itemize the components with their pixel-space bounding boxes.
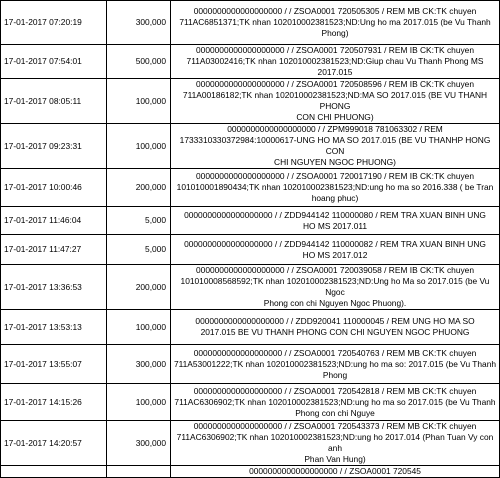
transaction-row <box>1 466 500 478</box>
transaction-row <box>1 384 500 421</box>
transaction-description <box>171 384 500 421</box>
transaction-row <box>1 45 500 79</box>
transaction-date <box>1 466 107 478</box>
description-line: 101010008568592;TK nhan 102010002381523;ND:Ung ho Ma so 2017.015 (be Vu Ngoc <box>180 276 490 297</box>
transaction-table-body <box>1 1 500 478</box>
transaction-amount: 300,000 <box>107 1 171 45</box>
description-line: 0000000000000000000 / / ZDD944142 110000082 / REM TRA XUAN BINH UNG <box>184 238 486 249</box>
description-line: 711A53001222;TK nhan 102010002381523;ND:ung ho ma so: 2017.015 (be Vu Thanh <box>173 358 497 369</box>
description-line: HO MS 2017.011 <box>302 220 368 231</box>
description-line: 1733310330372984:10000617-UNG HO MA SO 2017.015 (BE VU THANHP HONG CON <box>179 135 491 156</box>
description-line: HO MS 2017.012 <box>302 249 368 260</box>
description-line: 2017.015 BE VU THANH PHONG CON CHI NGUYEN NGOC PHUONG <box>200 327 470 337</box>
transaction-description <box>171 45 500 79</box>
transaction-row <box>1 265 500 310</box>
transaction-row <box>1 345 500 384</box>
transaction-row <box>1 124 500 169</box>
transaction-row <box>1 207 500 235</box>
description-line: 0000000000000000000 / / ZSOA0001 720507931 / REM IB CK:TK chuyen <box>196 45 474 55</box>
transaction-amount: 5,000 <box>107 235 171 265</box>
transaction-description <box>171 466 500 478</box>
transaction-date: 17-01-2017 07:54:01 <box>1 45 107 79</box>
transaction-description <box>171 1 500 45</box>
description-line: 0000000000000000000 / / ZSOA0001 720543373 / REM MB CK:TK chuyen <box>193 421 477 431</box>
description-line: 0000000000000000000 / / ZDD920041 110000045 / REM UNG HO MA SO <box>195 316 475 326</box>
transaction-row <box>1 310 500 345</box>
description-line: Phong <box>322 369 348 380</box>
transaction-date: 17-01-2017 13:53:13 <box>1 310 107 345</box>
transaction-date: 17-01-2017 08:05:11 <box>1 79 107 124</box>
description-line: CHI NGUYEN NGOC PHUONG) <box>274 157 396 167</box>
transaction-description <box>171 345 500 384</box>
transaction-amount: 100,000 <box>107 79 171 124</box>
transaction-description <box>171 169 500 207</box>
description-line: 101010001890434;TK nhan 102010002381523;ND:ung ho ma so 2016.338 ( be Tran <box>176 182 494 192</box>
description-line: Phong con chi Nguyen Ngoc Phuong). <box>263 298 407 308</box>
transaction-date: 17-01-2017 11:46:04 <box>1 207 107 235</box>
transaction-description <box>171 124 500 169</box>
transaction-amount: 5,000 <box>107 207 171 235</box>
transaction-description <box>171 235 500 265</box>
transaction-date: 17-01-2017 14:15:26 <box>1 384 107 421</box>
description-line: 711A00186182;TK nhan 102010002381523;ND:MA SO 2017.015 (BE VU THANH PHONG <box>182 90 488 111</box>
transaction-amount: 500,000 <box>107 45 171 79</box>
description-line: 0000000000000000000 / / ZSOA0001 720508596 / REM IB CK:TK chuyen <box>196 79 474 89</box>
transaction-amount: 100,000 <box>107 384 171 421</box>
transaction-description <box>171 79 500 124</box>
transaction-amount: 100,000 <box>107 124 171 169</box>
transaction-description <box>171 421 500 466</box>
description-line: Phan Van Hung) <box>304 454 366 464</box>
transaction-row <box>1 421 500 466</box>
description-line: 711AC6851371;TK nhan 102010002381523;ND:Ung ho ma 2017.015 (be Vu Thanh <box>179 17 491 27</box>
transaction-date: 17-01-2017 09:23:31 <box>1 124 107 169</box>
transaction-description <box>171 207 500 235</box>
description-line: 0000000000000000000 / / ZSOA0001 720540763 / REM MB CK:TK chuyen <box>193 347 477 358</box>
transaction-date: 17-01-2017 14:20:57 <box>1 421 107 466</box>
transaction-row <box>1 235 500 265</box>
transaction-amount <box>107 466 171 478</box>
transaction-amount: 100,000 <box>107 310 171 345</box>
description-line: 0000000000000000000 / / ZSOA0001 720545 <box>249 466 421 476</box>
description-line: 711AC6306902;TK nhan 102010002381523;ND:ung ho 2017.014 (Phan Tuan Vy con anh <box>176 432 494 453</box>
transaction-date: 17-01-2017 07:20:19 <box>1 1 107 45</box>
transaction-row <box>1 1 500 45</box>
transaction-amount: 200,000 <box>107 169 171 207</box>
description-line: hoang phuc) <box>311 193 359 203</box>
description-line: 0000000000000000000 / / ZDD944142 110000080 / REM TRA XUAN BINH UNG <box>184 209 486 220</box>
description-line: Phong) <box>321 28 349 38</box>
transaction-amount: 300,000 <box>107 421 171 466</box>
transaction-row <box>1 79 500 124</box>
description-line: 0000000000000000000 / / ZSOA0001 720505305 / REM MB CK:TK chuyen <box>193 6 477 16</box>
description-line: 0000000000000000000 / / ZSOA0001 720039058 / REM IB CK:TK chuyen <box>196 265 474 275</box>
description-line: 0000000000000000000 / / ZPM999018 781063302 / REM <box>227 124 443 134</box>
transaction-date: 17-01-2017 13:55:07 <box>1 345 107 384</box>
transaction-amount: 200,000 <box>107 265 171 310</box>
transaction-date: 17-01-2017 13:36:53 <box>1 265 107 310</box>
transaction-amount: 300,000 <box>107 345 171 384</box>
transaction-date: 17-01-2017 10:00:46 <box>1 169 107 207</box>
transaction-date: 17-01-2017 11:47:27 <box>1 235 107 265</box>
transaction-row <box>1 169 500 207</box>
transaction-description <box>171 310 500 345</box>
description-line: 711A03002416;TK nhan 102010002381523;ND:Giup chau Vu Thanh Phong MS 2017.015 <box>186 56 484 77</box>
description-line: Phong con chi Nguye <box>295 407 375 418</box>
description-line: 0000000000000000000 / / ZSOA0001 720542818 / REM MB CK:TK chuyen <box>193 385 477 396</box>
transaction-description <box>171 265 500 310</box>
description-line: 0000000000000000000 / / ZSOA0001 720017190 / REM IB CK:TK chuyen <box>196 171 474 181</box>
description-line: CON CHI PHUONG) <box>296 112 374 122</box>
description-line: 711AC6306902;TK nhan 102010002381523;ND:ung ho ma so 2017.015 (be Vu Thanh <box>174 396 496 407</box>
